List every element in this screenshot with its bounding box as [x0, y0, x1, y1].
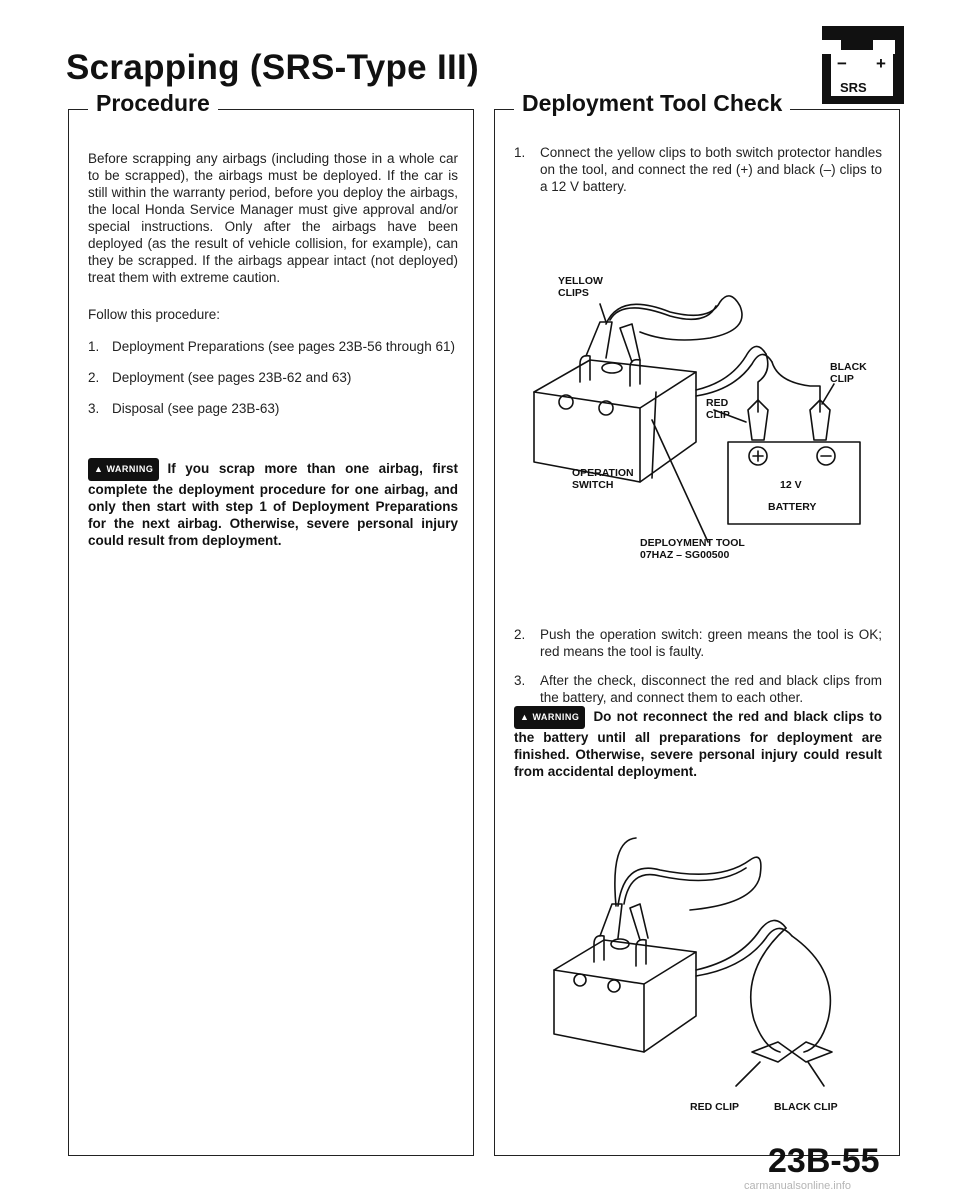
badge-plus: + [876, 54, 886, 73]
warning-text: Do not reconnect the red and black clips to the battery until all preparations for deployment are finished. Otherwise, severe personal injury could result from accidental deployment. [514, 709, 882, 779]
yellow-clip-icon [600, 904, 622, 938]
red-clip-label-line2: CLIP [706, 409, 730, 421]
deployment-tool-icon [554, 940, 696, 1052]
tool-battery-diagram [520, 272, 890, 572]
list-item [514, 672, 882, 706]
bolt-icon [608, 980, 620, 992]
step-text: Push the operation switch: green means the tool is OK; red means the tool is faulty. [540, 627, 882, 659]
red-clip-icon [752, 1042, 792, 1062]
step-text: After the check, disconnect the red and black clips from the battery, and connect them to each other. [540, 673, 882, 705]
step-number: 1. [514, 145, 526, 160]
red-clip-label: RED CLIP [690, 1101, 740, 1113]
watermark: carmanualsonline.info [744, 1180, 852, 1192]
procedure-heading: Procedure [88, 90, 218, 117]
step-number: 2. [88, 370, 100, 385]
operation-switch-label: OPERATION [572, 467, 634, 479]
yellow-clip-icon [620, 324, 640, 362]
warning-badge [514, 706, 585, 729]
tool-part-number: 07HAZ – SG00500 [640, 549, 730, 561]
warning-label: WARNING [106, 464, 154, 474]
yellow-clips-label-line2: CLIPS [558, 287, 589, 299]
step-text: Connect the yellow clips to both switch protector handles on the tool, and connect the red (+) and black (–) clips to a 12 V battery. [540, 145, 882, 194]
badge-minus: − [837, 54, 847, 73]
clips-connected-diagram [540, 820, 890, 1120]
operation-switch-knob [611, 939, 629, 949]
procedure-warning [88, 458, 458, 549]
badge-label: SRS [840, 80, 867, 95]
step-number: 1. [88, 339, 100, 354]
step-text: Deployment (see pages 23B-62 and 63) [112, 370, 352, 385]
step-number: 3. [514, 673, 526, 688]
operation-switch-knob [602, 363, 622, 373]
warning-triangle-icon: ▲ [94, 464, 104, 474]
srs-battery-icon [822, 26, 904, 104]
procedure-intro: Before scrapping any airbags (including those in a whole car to be scrapped), the airbags must be deployed. If the car is still within the warranty period, before you deploy the airbags, the local Honda Service Manager must give approval and/or special instructions. Only after the airbags have been deployed (as the result of vehicle collision, for example), can they be scrapped. If the airbags appear intact (not deployed) treat them with extreme caution. [88, 151, 458, 285]
warning-label: WARNING [532, 712, 580, 722]
tool-check-heading: Deployment Tool Check [514, 90, 790, 117]
warning-triangle-icon: ▲ [520, 712, 530, 722]
tool-check-steps-b [514, 626, 882, 718]
deployment-tool-label: DEPLOYMENT TOOL [640, 537, 745, 549]
yellow-clips-label: YELLOW [558, 275, 603, 287]
black-clip-label-line2: CLIP [830, 373, 854, 385]
step-text: Deployment Preparations (see pages 23B-56 through 61) [112, 339, 455, 354]
tool-check-warning [514, 706, 882, 780]
list-item [514, 144, 882, 195]
procedure-steps [88, 338, 458, 431]
operation-switch-label-line2: SWITCH [572, 479, 614, 491]
black-clip-label: BLACK CLIP [774, 1101, 838, 1113]
list-item [88, 338, 458, 355]
black-clip-label: BLACK [830, 361, 867, 373]
step-number: 3. [88, 401, 100, 416]
warning-text: If you scrap more than one airbag, first complete the deployment procedure for one airbag, and only then start with step 1 of Deployment Preparations for the next airbag. Otherwise, severe personal injury could result from deployment. [88, 461, 458, 548]
step-number: 2. [514, 627, 526, 642]
black-clip-icon [792, 1042, 832, 1062]
list-item [88, 369, 458, 386]
warning-badge [88, 458, 159, 481]
tool-check-steps-a [514, 144, 882, 207]
procedure-follow: Follow this procedure: [88, 307, 221, 322]
page-title: Scrapping (SRS-Type III) [66, 48, 479, 87]
step-text: Disposal (see page 23B-63) [112, 401, 280, 416]
list-item [514, 626, 882, 660]
yellow-clip-icon [630, 904, 648, 940]
bolt-icon [574, 974, 586, 986]
battery-label: BATTERY [768, 501, 817, 513]
red-clip-label: RED [706, 397, 729, 409]
battery-voltage-label: 12 V [780, 479, 802, 491]
page-number: 23B-55 [768, 1142, 880, 1180]
list-item [88, 400, 458, 417]
yellow-clip-icon [586, 322, 612, 358]
